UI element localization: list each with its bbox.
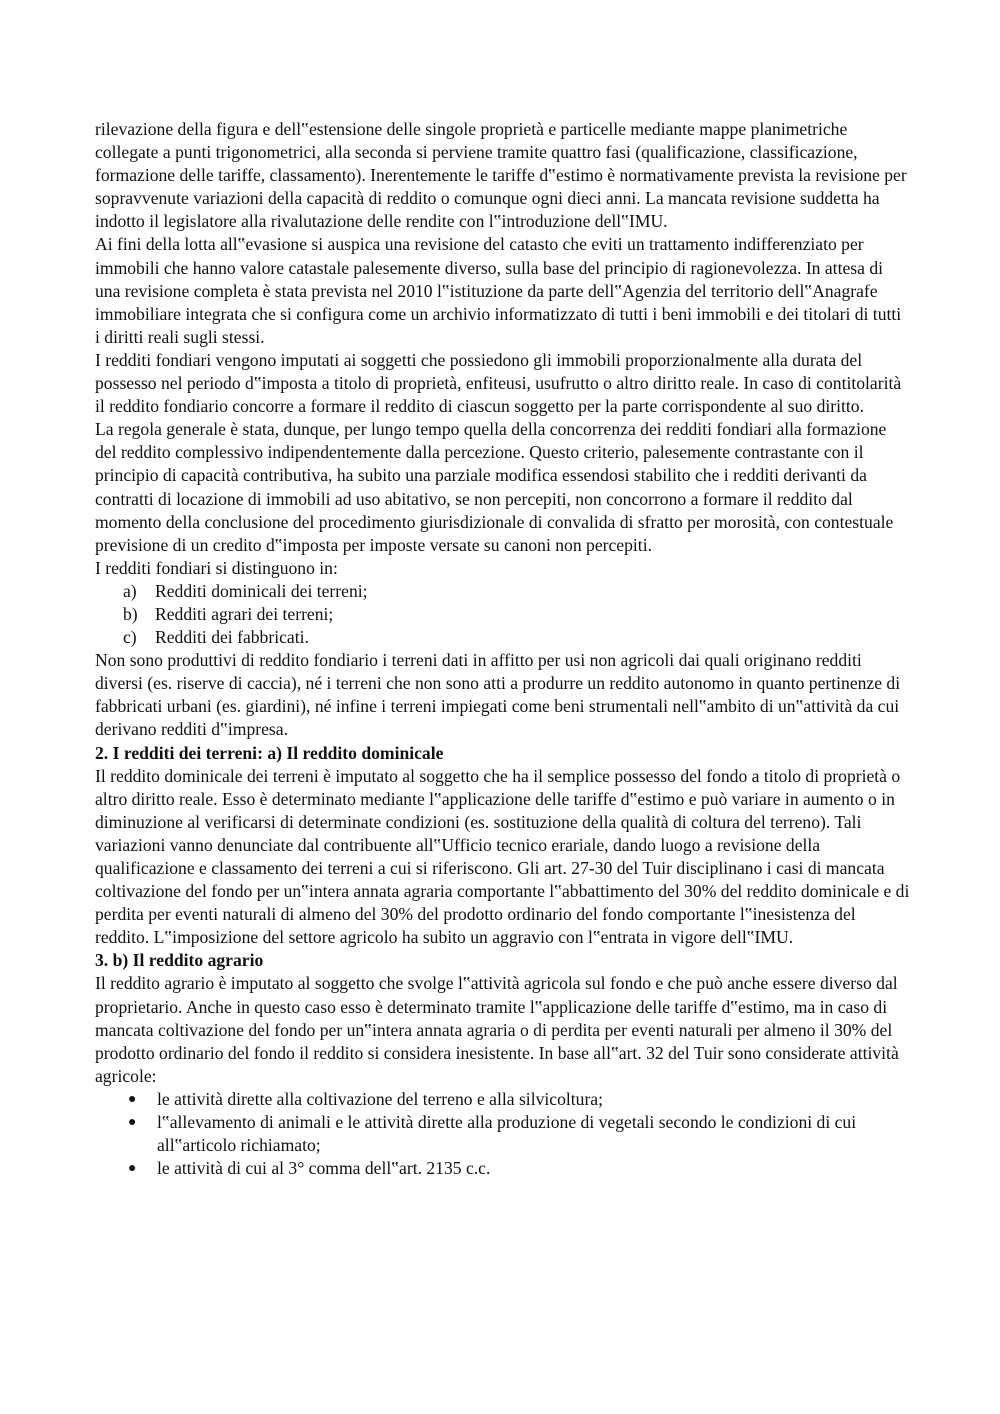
list-marker: a) [123, 580, 137, 601]
paragraph-catasto-rilevazione: rilevazione della figura e dell‟estensione delle singole proprietà e particelle mediante mappe planimetriche collegate a punti trigonometrici, alla seconda si perviene tramite quattro fasi (qualificazione, classificazione, formazione delle tariffe, classamento). Inerentemente le tariffe d‟estimo è normativamente prevista la revisione per sopravvenute variazioni della capacità di reddito o comunque ogni dieci anni. La mancata revisione suddetta ha indotto il legislatore alla rivalutazione delle rendite con l‟introduzione dell‟IMU. [95, 119, 907, 232]
paragraph-distinzione-intro: I redditi fondiari si distinguono in: [95, 557, 338, 578]
section-heading-reddito-dominicale: 2. I redditi dei terreni: a) Il reddito dominicale [95, 742, 444, 763]
list-item [95, 580, 910, 603]
list-item-text: le attività dirette alla coltivazione del terreno e alla silvicoltura; [157, 1088, 604, 1109]
bullet-icon: ● [128, 1091, 137, 1107]
paragraph-reddito-agrario: Il reddito agrario è imputato al soggetto che svolge l‟attività agricola sul fondo e che può anche essere diverso dal proprietario. Anche in questo caso esso è determinato tramite l‟applicazione delle tariffe d‟estimo, ma in caso di mancata coltivazione del fondo per un‟intera annata agraria o di perdita per eventi naturali per almeno il 30% del prodotto ordinario del fondo il reddito si considera inesistente. In base all‟art. 32 del Tuir sono considerate attività agricole: [95, 973, 899, 1086]
paragraph-regola-generale: La regola generale è stata, dunque, per lungo tempo quella della concorrenza dei redditi fondiari alla formazione del reddito complessivo indipendentemente dalla percezione. Questo criterio, palesemente contrastante con il principio di capacità contributiva, ha subito una parziale modifica essendosi stabilito che i redditi derivanti da contratti di locazione di immobili ad uso abitativo, se non percepiti, non concorrono a formare il reddito dal momento della conclusione del procedimento giurisdizionale di convalida di sfratto per morosità, con contestuale previsione di un credito d‟imposta per imposte versate su canoni non percepiti. [95, 419, 894, 555]
list-item-text: Redditi dominicali dei terreni; [155, 580, 368, 601]
redditi-fondiari-list [95, 580, 910, 649]
list-item [95, 603, 910, 626]
list-item [95, 1088, 910, 1111]
list-item [95, 1157, 910, 1180]
paragraph-imputazione-redditi: I redditi fondiari vengono imputati ai soggetti che possiedono gli immobili proporzionalmente alla durata del possesso nel periodo d‟imposta a titolo di proprietà, enfiteusi, usufrutto o altro diritto reale. In caso di contitolarità il reddito fondiario concorre a formare il reddito di ciascun soggetto per la parte corrispondente al suo diritto. [95, 349, 902, 417]
list-marker: b) [123, 603, 138, 624]
paragraph-reddito-dominicale: Il reddito dominicale dei terreni è imputato al soggetto che ha il semplice possesso del fondo a titolo di proprietà o altro diritto reale. Esso è determinato mediante l‟applicazione delle tariffe d‟estimo e può variare in aumento o in diminuzione al verificarsi di determinate condizioni (es. sostituzione della qualità di coltura del terreno). Tali variazioni vanno denunciate dal contribuente all‟Ufficio tecnico erariale, dando luogo a revisione della qualificazione e classamento dei terreni a cui si riferiscono. Gli art. 27-30 del Tuir disciplinano i casi di mancata coltivazione del fondo per un‟intera annata agraria comportante l‟abbattimento del 30% del reddito dominicale e di perdita per eventi naturali di almeno del 30% del prodotto ordinario del fondo comportante l‟inesistenza del reddito. L‟imposizione del settore agricolo ha subito un aggravio con l‟entrata in vigore dell‟IMU. [95, 765, 910, 948]
list-item-text: l‟allevamento di animali e le attività dirette alla produzione di vegetali secondo le condizioni di cui all‟articolo richiamato; [157, 1112, 857, 1156]
list-item-text: le attività di cui al 3° comma dell‟art. 2135 c.c. [157, 1158, 491, 1179]
list-item-text: Redditi dei fabbricati. [155, 627, 309, 648]
list-item [95, 1111, 910, 1157]
section-heading-reddito-agrario: 3. b) Il reddito agrario [95, 950, 264, 971]
list-marker: c) [123, 627, 137, 648]
paragraph-revisione-catasto: Ai fini della lotta all‟evasione si auspica una revisione del catasto che eviti un trattamento indifferenziato per immobili che hanno valore catastale palesemente diverso, sulla base del principio di ragionevolezza. In attesa di una revisione completa è stata prevista nel 2010 l‟istituzione da parte dell‟Agenzia del territorio dell‟Anagrafe immobiliare integrata che si configura come un archivio informatizzato di tutti i beni immobili e dei titolari di tutti i diritti reali sugli stessi. [95, 234, 902, 347]
paragraph-non-produttivi: Non sono produttivi di reddito fondiario i terreni dati in affitto per usi non agricoli dai quali originano redditi diversi (es. riserve di caccia), né i terreni che non sono atti a produrre un reddito autonomo in quanto pertinenze di fabbricati urbani (es. giardini), né infine i terreni impiegati come beni strumentali nell‟ambito di un‟attività da cui derivano redditi d‟impresa. [95, 650, 901, 740]
bullet-icon: ● [128, 1161, 137, 1177]
attivita-agricole-list [95, 1088, 910, 1180]
list-item [95, 626, 910, 649]
list-item-text: Redditi agrari dei terreni; [155, 603, 334, 624]
bullet-icon: ● [128, 1115, 137, 1131]
document-page [95, 118, 910, 1180]
